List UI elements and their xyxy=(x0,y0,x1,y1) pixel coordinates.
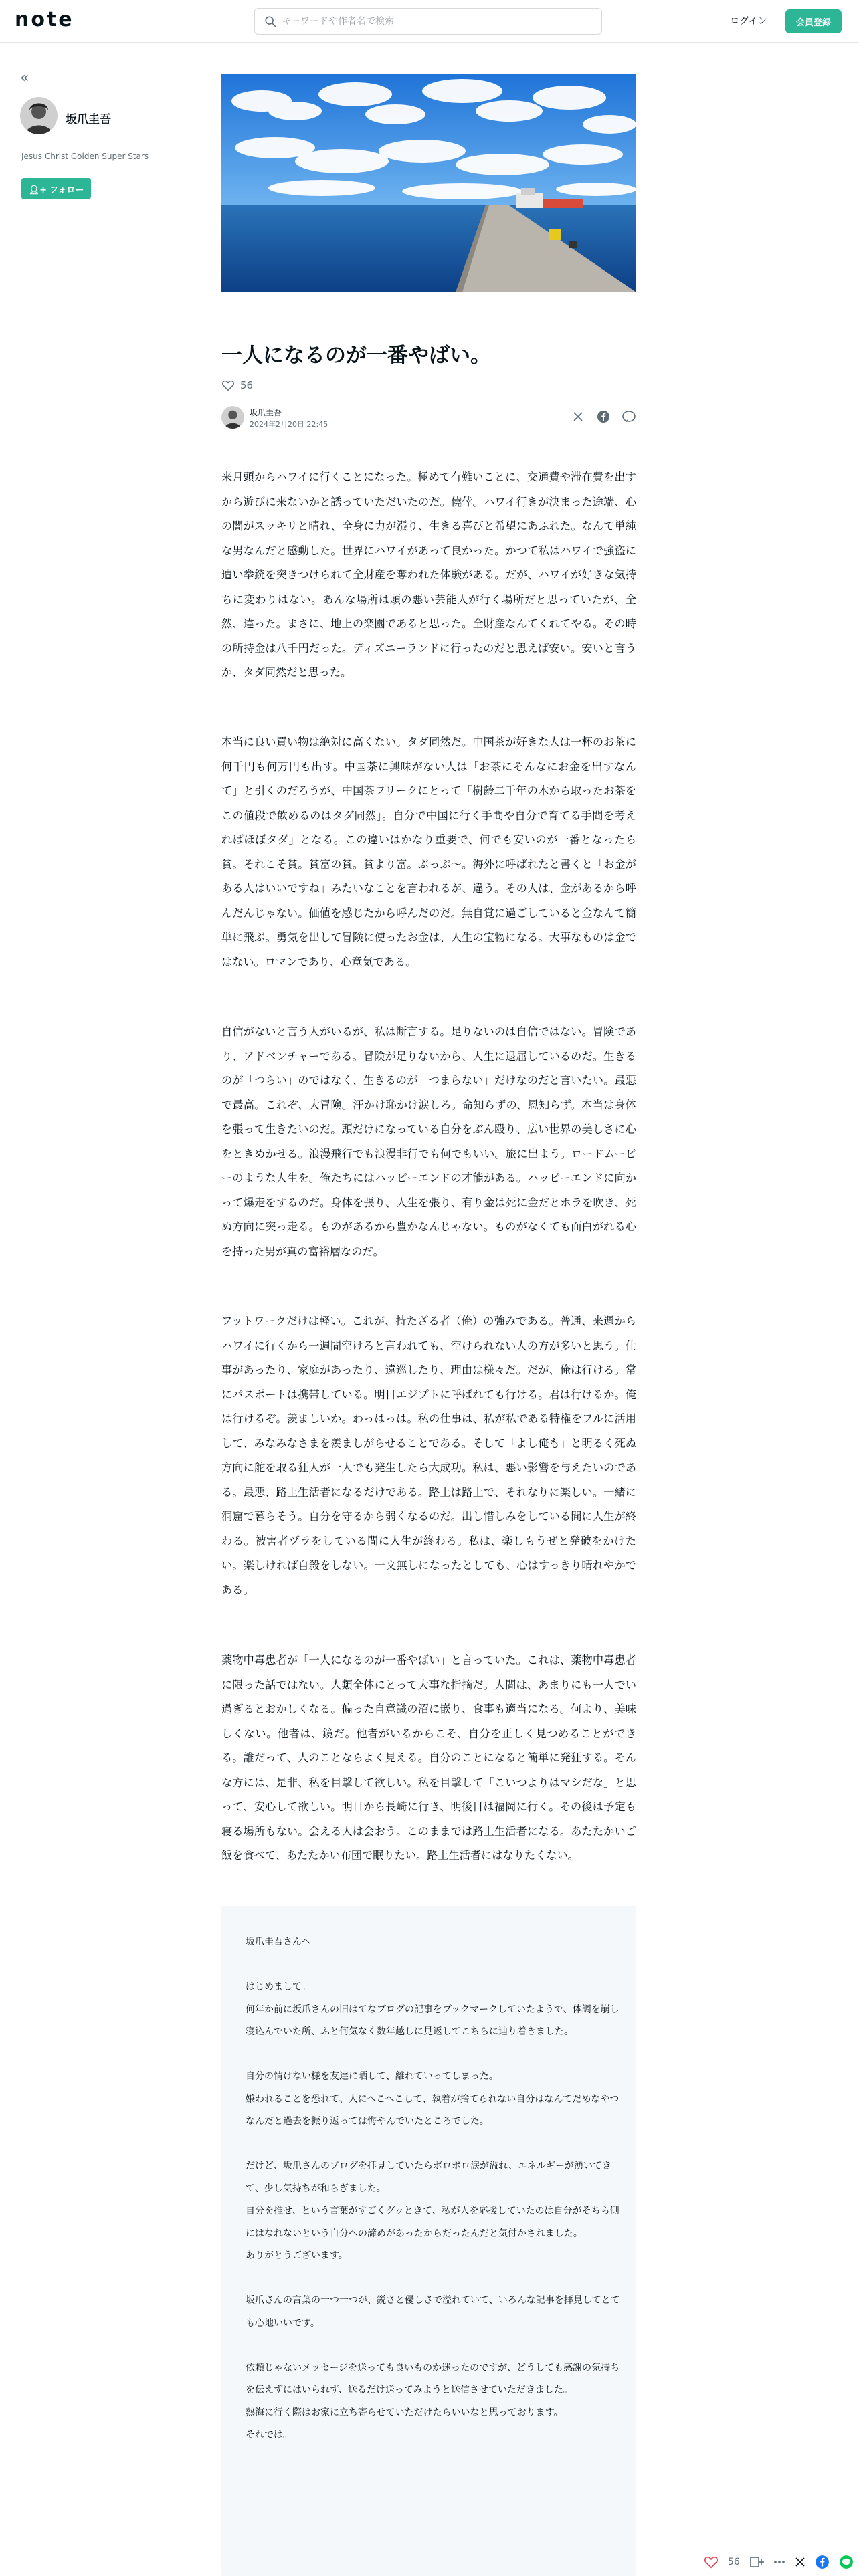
paragraph: 薬物中毒患者が「一人になるのが一番やばい」と言っていた。これは、薬物中毒患者に限った話ではない。人類全体にとって大事な指摘だ。人間は、あまりにも一人でい過ぎるとおかしくなる。偏った自意識の沼に嵌り、食事も適当になる。何より、美味しくない。他者は、鏡だ。他者がいるからこそ、自分を正しく見つめることができる。誰だって、人のことならよく見える。自分のことになると簡単に発狂する。そんな方には、是非、私を目撃して欲しい。私を目撃して「こいつよりはマシだな」と思って、安心して欲しい。明日から長崎に行き、明後日は福岡に行く。その後は予定も寝る場所もない。会える人は会おう。このままでは路上生活者になる。あたたかいご飯を食べて、あたたかい布団で眠りたい。路上生活者にはなりたくない。 xyxy=(221,1654,636,1862)
quoted-letter xyxy=(221,1906,636,2576)
avatar[interactable] xyxy=(20,97,58,134)
line-icon[interactable] xyxy=(839,2555,854,2569)
hero-image xyxy=(221,74,636,292)
magazine-add-icon[interactable] xyxy=(749,2555,764,2569)
letter-body xyxy=(246,1931,620,2447)
follow-label: フォロー xyxy=(50,185,84,195)
search-icon xyxy=(264,15,276,27)
like-count[interactable]: 56 xyxy=(240,379,254,391)
letter-line xyxy=(246,2044,620,2066)
paragraph: 本当に良い買い物は絶対に高くない。タダ同然だ。中国茶が好きな人は一杯のお茶に何千円も何万円も出す。中国茶に興味がない人は「お茶にそんなにお金を出すなんて」と引くのだろうが、中国茶フリークにとって「樹齢二千年の木から取ったお茶をこの値段で飲めるのはタダ同然」。自分で中国に行く手間や自分で育てる手間を考えればほぼタダ」となる。この違いはかなり重要で、何でも安いのが一番となったら貧。それこそ貧。貧富の貧。貧より富。ぶっぷ〜。海外に呼ばれたと書くと「お金がある人はいいですね」みたいなことを言われるが、違う。その人は、金があるから呼んだんじゃない。価値を感じたから呼んだのだ。無自覚に過ごしていると金なんて簡単に飛ぶ。勇気を出して冒険に使ったお金は、人生の宝物になる。大事なものは金ではない。ロマンであり、心意気である。 xyxy=(221,736,636,968)
global-header xyxy=(0,0,859,43)
letter-line: 熱海に行く際はお家に立ち寄らせていただけたらいいなと思っております。 xyxy=(246,2407,563,2418)
follow-button[interactable] xyxy=(21,178,91,199)
letter-line: それでは。 xyxy=(246,2430,292,2440)
signup-button[interactable]: 会員登録 xyxy=(785,9,842,33)
heart-icon[interactable] xyxy=(704,2555,719,2569)
letter-line: 自分を推せ、という言葉がすごくグッときて、私が人を応援していたのは自分がそちら側にはなれないという自分への諦めがあったからだったんだと気付かされました。 xyxy=(246,2206,619,2239)
letter-line: 嫌われることを恐れて、人にへこへこして、執着が捨てられない自分はなんてだめなやつなんだと過去を振り返っては悔やんでいたところでした。 xyxy=(246,2093,619,2127)
letter-line: 自分の情けない様を友達に晒して、離れていってしまった。 xyxy=(246,2071,498,2082)
byline xyxy=(221,404,636,431)
x-icon[interactable] xyxy=(571,409,585,424)
floating-action-bar xyxy=(704,2548,859,2576)
letter-line xyxy=(246,2133,620,2156)
facebook-icon[interactable] xyxy=(815,2555,830,2569)
paragraph: フットワークだけは軽い。これが、持たざる者（俺）の強みである。普通、来週からハワイに行くから一週間空けろと言われても、空けられない人の方が多いと思う。仕事があったり、家庭があったり、遠巡したり、理由は様々だ。だが、俺は行ける。常にパスポートは携帯している。明日エジプトに呼ばれても行ける。君は行けるか。俺は行けるぞ。羨ましいか。わっはっは。私の仕事は、私が私である特権をフルに活用して、みなみなさまを羨ましがらせることである。そして「よし俺も」と明るく死ぬ方向に舵を取る狂人が一人でも発生したら大成功。私は、悪い影響を与えたいのである。最悪、路上生活者になるだけである。路上は路上で、それなりに楽しい。一緒に洞窟で暮らそう。自分を守るから弱くなるのだ。出し惜しみをしている間に人生が終わる。被害者ヅラをしている間に人生が終わる。私は、楽しもうぜと発破をかけたい。楽しければ自殺をしない。一文無しになったとしても、心はすっきり晴れやかである。 xyxy=(221,1315,636,1596)
byline-author[interactable]: 坂爪圭吾 xyxy=(250,408,282,417)
like-area xyxy=(221,377,253,393)
letter-line: はじめまして。 xyxy=(246,1981,311,1992)
publish-date: 2024年2月20日 22:45 xyxy=(250,420,328,429)
paragraph: 来月頭からハワイに行くことになった。極めて有難いことに、交通費や滞在費を出すから遊びに来ないかと誘っていただいたのだ。僥倖。ハワイ行きが決まった途端、心の闇がスッキリと晴れ、全身に力が漲り、生きる喜びと希望にあふれた。なんて単純な男なんだと感動した。世界にハワイがあって良かった。かつて私はハワイで強盗に遭い拳銃を突きつけられて全財産を奪われた体験がある。だが、ハワイが好きな気持ちに変わりはない。あんな場所は頭の悪い芸能人が行く場所だと思っていたが、全然、違った。まさに、地上の楽園であると思った。全財産なんてくれてやる。その時の所持金は八千円だった。ディズニーランドに行ったのだと思えば安い。安いと言うか、タダ同然だと思った。 xyxy=(221,471,636,679)
note-logo[interactable]: note xyxy=(15,8,74,31)
search-input[interactable] xyxy=(282,13,589,30)
search-box[interactable] xyxy=(254,8,602,35)
letter-line: 依頼じゃないメッセージを送っても良いものか迷ったのですが、どうしても感謝の気持ちを伝えずにはいられず、送るだけ送ってみようと送信させていただきました。 xyxy=(246,2362,620,2395)
letter-line xyxy=(246,2335,620,2357)
letter-line: だけど、坂爪さんのブログを拝見していたらボロボロ涙が溢れ、エネルギーが湧いてきて、少し気持ちが和らぎました。 xyxy=(246,2161,611,2194)
like-count[interactable]: 56 xyxy=(728,2557,740,2567)
author-name[interactable]: 坂爪圭吾 xyxy=(66,113,111,126)
letter-line: 坂爪圭吾さんへ xyxy=(246,1937,311,1947)
heart-icon[interactable] xyxy=(221,379,235,391)
login-button[interactable]: ログイン xyxy=(724,11,773,32)
letter-line xyxy=(246,1954,620,1977)
add-user-icon: 👤︎+ xyxy=(28,185,47,195)
article-title: 一人になるのが一番やばい。 xyxy=(221,344,491,368)
line-icon[interactable] xyxy=(622,409,636,424)
author-tagline: Jesus Christ Golden Super Stars xyxy=(21,152,149,161)
author-avatar-small[interactable] xyxy=(221,406,244,429)
letter-line: 何年か前に坂爪さんの旧はてなブログの記事をブックマークしていたようで、体調を崩し寝込んでいた所、ふと何気なく数年越しに見返してこちらに辿り着きました。 xyxy=(246,2004,619,2037)
menu-dots-icon[interactable] xyxy=(773,2560,785,2564)
letter-line: ありがとうございます。 xyxy=(246,2250,348,2261)
x-icon[interactable] xyxy=(795,2557,805,2567)
letter-line: 坂爪さんの言葉の一つ一つが、鋭さと優しさで溢れていて、いろんな記事を拝見してとても心地いいです。 xyxy=(246,2295,620,2329)
facebook-icon[interactable] xyxy=(596,409,611,424)
paragraph: 自信がないと言う人がいるが、私は断言する。足りないのは自信ではない。冒険であり、アドベンチャーである。冒険が足りないから、人生に退屈しているのだ。生きるのが「つらい」のではなく、生きるのが「つまらない」だけなのだと言いたい。最悪で最高。これぞ、大冒険。汗かけ恥かけ涙しろ。命知らずの、恩知らず。本当は身体を張って生きたいのだ。頭だけになっている自分をぶん殴り、広い世界の美しさに心をときめかせる。浪漫飛行でも浪漫非行でも何でもいい。旅に出よう。ロードムービーのような人生を。俺たちにはハッピーエンドの才能がある。ハッピーエンドに向かって爆走をするのだ。身体を張り、人生を張り、有り金は死に金だとホラを吹き、死ぬ方向に突っ走る。ものがあるから豊かなんじゃない。ものがなくても面白がれる心を持った男が真の富裕層なのだ。 xyxy=(221,1025,636,1258)
collapse-sidebar-icon[interactable]: « xyxy=(20,70,29,86)
letter-line xyxy=(246,2268,620,2290)
share-buttons xyxy=(571,409,636,424)
